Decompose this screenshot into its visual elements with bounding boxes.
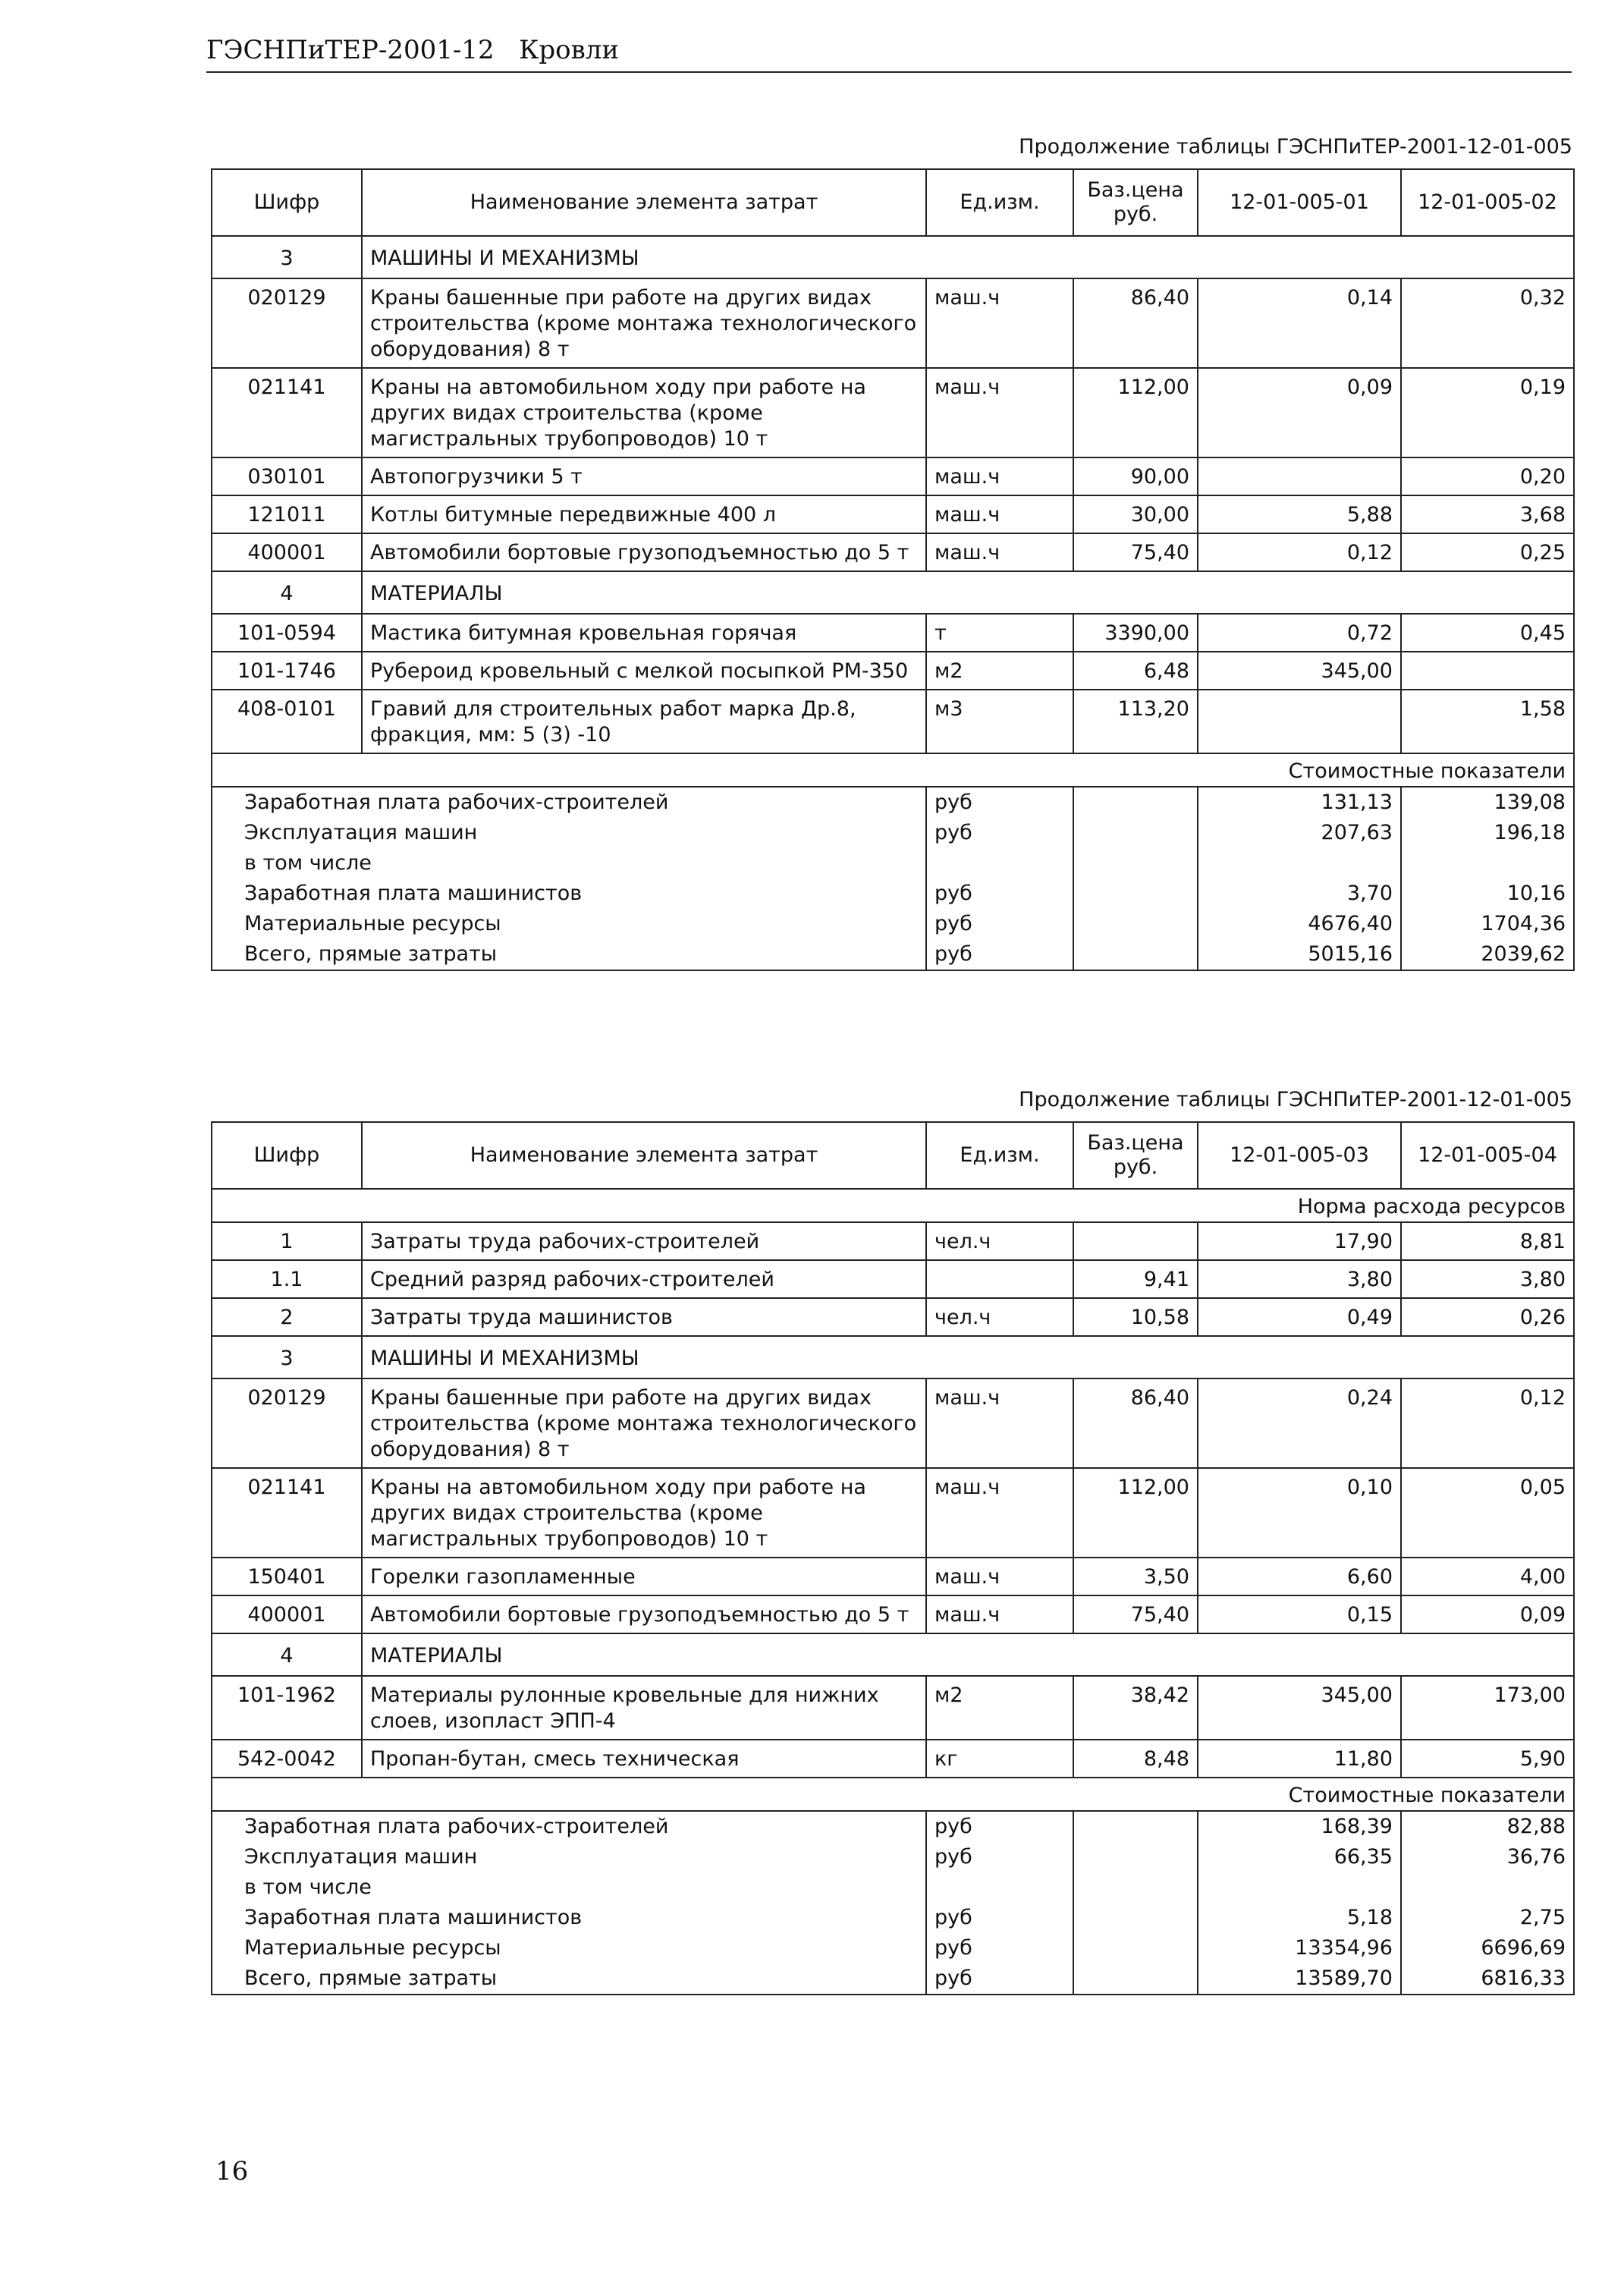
section-title: МАШИНЫ И МЕХАНИЗМЫ — [362, 1336, 1574, 1378]
cost-value-2: 36,76 — [1401, 1842, 1574, 1872]
section-row — [212, 1336, 1574, 1378]
row-name: Автомобили бортовые грузоподъемностью до 5 т — [362, 1595, 926, 1633]
row-code: 101-1962 — [212, 1676, 362, 1740]
row-name: Автомобили бортовые грузоподъемностью до 5 т — [362, 533, 926, 571]
row-value-2: 0,12 — [1401, 1378, 1574, 1468]
cost-value-1: 131,13 — [1198, 787, 1401, 818]
section-number: 4 — [212, 1633, 362, 1676]
section-number: 3 — [212, 1336, 362, 1378]
row-unit: чел.ч — [926, 1298, 1073, 1336]
row-unit: чел.ч — [926, 1222, 1073, 1260]
row-price: 90,00 — [1073, 457, 1198, 495]
row-name: Краны на автомобильном ходу при работе на других видах строительства (кроме магистральных трубопроводов) 10 т — [362, 1468, 926, 1558]
cost-unit: руб — [926, 787, 1073, 818]
cost-value-1: 66,35 — [1198, 1842, 1401, 1872]
cost-price-empty — [1073, 1963, 1198, 1995]
col-price: Баз.цена руб. — [1073, 1122, 1198, 1189]
cost-label: Эксплуатация машин — [212, 818, 926, 848]
row-unit: кг — [926, 1740, 1073, 1778]
row-value-2: 0,20 — [1401, 457, 1574, 495]
norm-title: Норма расхода ресурсов — [212, 1189, 1574, 1222]
cost-value-2 — [1401, 1872, 1574, 1903]
cost-value-2: 2039,62 — [1401, 939, 1574, 970]
row-name: Горелки газопламенные — [362, 1558, 926, 1595]
row-name: Пропан-бутан, смесь техническая — [362, 1740, 926, 1778]
row-value-1: 6,60 — [1198, 1558, 1401, 1595]
row-name: Котлы битумные передвижные 400 л — [362, 495, 926, 533]
norm-title-row — [212, 1189, 1574, 1222]
row-price: 9,41 — [1073, 1260, 1198, 1298]
cost-value-2: 196,18 — [1401, 818, 1574, 848]
cost-price-empty — [1073, 1903, 1198, 1933]
cost-title: Стоимостные показатели — [212, 753, 1574, 787]
row-price: 75,40 — [1073, 533, 1198, 571]
cost-row — [212, 1963, 1574, 1995]
cost-unit: руб — [926, 939, 1073, 970]
cost-value-1: 4676,40 — [1198, 909, 1401, 939]
table-row — [212, 368, 1574, 457]
cost-price-empty — [1073, 1933, 1198, 1963]
cost-price-empty — [1073, 787, 1198, 818]
section-row — [212, 236, 1574, 278]
section-row — [212, 1633, 1574, 1676]
row-value-2: 0,26 — [1401, 1298, 1574, 1336]
col-norm-1: 12-01-005-03 — [1198, 1122, 1401, 1189]
row-value-1: 0,10 — [1198, 1468, 1401, 1558]
cost-price-empty — [1073, 879, 1198, 909]
cost-value-1 — [1198, 1872, 1401, 1903]
row-name: Затраты труда машинистов — [362, 1298, 926, 1336]
row-value-1: 0,14 — [1198, 278, 1401, 368]
row-value-2: 0,45 — [1401, 614, 1574, 652]
row-code: 021141 — [212, 1468, 362, 1558]
row-name: Рубероид кровельный с мелкой посыпкой РМ-350 — [362, 652, 926, 690]
cost-label: Заработная плата машинистов — [212, 879, 926, 909]
row-code: 121011 — [212, 495, 362, 533]
cost-unit: руб — [926, 818, 1073, 848]
row-value-2: 5,90 — [1401, 1740, 1574, 1778]
row-price: 8,48 — [1073, 1740, 1198, 1778]
row-price: 75,40 — [1073, 1595, 1198, 1633]
cost-value-1: 5,18 — [1198, 1903, 1401, 1933]
table-row — [212, 1740, 1574, 1778]
section-title: МАШИНЫ И МЕХАНИЗМЫ — [362, 236, 1574, 278]
cost-unit: руб — [926, 1811, 1073, 1842]
row-value-2: 173,00 — [1401, 1676, 1574, 1740]
row-name: Средний разряд рабочих-строителей — [362, 1260, 926, 1298]
cost-label: Материальные ресурсы — [212, 909, 926, 939]
col-code: Шифр — [212, 169, 362, 236]
cost-value-2: 1704,36 — [1401, 909, 1574, 939]
table-row — [212, 278, 1574, 368]
table-row — [212, 690, 1574, 753]
cost-price-empty — [1073, 939, 1198, 970]
row-value-2: 0,19 — [1401, 368, 1574, 457]
row-name: Гравий для строительных работ марка Др.8, фракция, мм: 5 (3) -10 — [362, 690, 926, 753]
row-name: Мастика битумная кровельная горячая — [362, 614, 926, 652]
row-code: 1 — [212, 1222, 362, 1260]
row-code: 101-1746 — [212, 652, 362, 690]
cost-row — [212, 818, 1574, 848]
section-number: 3 — [212, 236, 362, 278]
table-row — [212, 1468, 1574, 1558]
row-price: 3390,00 — [1073, 614, 1198, 652]
row-value-1: 11,80 — [1198, 1740, 1401, 1778]
row-value-1: 3,80 — [1198, 1260, 1401, 1298]
row-price: 3,50 — [1073, 1558, 1198, 1595]
cost-label: Заработная плата рабочих-строителей — [212, 787, 926, 818]
cost-unit — [926, 1872, 1073, 1903]
cost-unit — [926, 848, 1073, 879]
cost-price-empty — [1073, 848, 1198, 879]
section-title: МАТЕРИАЛЫ — [362, 1633, 1574, 1676]
cost-row — [212, 1933, 1574, 1963]
row-value-2: 3,80 — [1401, 1260, 1574, 1298]
row-price — [1073, 1222, 1198, 1260]
row-code: 020129 — [212, 1378, 362, 1468]
cost-label: Всего, прямые затраты — [212, 1963, 926, 1995]
page-header — [206, 35, 1572, 73]
section-row — [212, 571, 1574, 614]
row-unit: т — [926, 614, 1073, 652]
row-code: 2 — [212, 1298, 362, 1336]
cost-value-1: 207,63 — [1198, 818, 1401, 848]
row-value-2: 0,25 — [1401, 533, 1574, 571]
cost-price-empty — [1073, 818, 1198, 848]
row-code: 542-0042 — [212, 1740, 362, 1778]
table-row — [212, 1558, 1574, 1595]
cost-value-1: 168,39 — [1198, 1811, 1401, 1842]
table-row — [212, 1298, 1574, 1336]
section-title: МАТЕРИАЛЫ — [362, 571, 1574, 614]
cost-value-1 — [1198, 848, 1401, 879]
cost-value-2: 2,75 — [1401, 1903, 1574, 1933]
col-norm-2: 12-01-005-02 — [1401, 169, 1574, 236]
row-unit: м2 — [926, 1676, 1073, 1740]
row-unit: маш.ч — [926, 1378, 1073, 1468]
row-name: Краны башенные при работе на других видах строительства (кроме монтажа технологического оборудования) 8 т — [362, 1378, 926, 1468]
cost-row — [212, 1872, 1574, 1903]
cost-row — [212, 1811, 1574, 1842]
cost-unit: руб — [926, 1963, 1073, 1995]
cost-price-empty — [1073, 1811, 1198, 1842]
cost-unit: руб — [926, 1842, 1073, 1872]
col-name: Наименование элемента затрат — [362, 1122, 926, 1189]
row-value-2: 8,81 — [1401, 1222, 1574, 1260]
row-unit: маш.ч — [926, 533, 1073, 571]
row-unit: м2 — [926, 652, 1073, 690]
row-code: 408-0101 — [212, 690, 362, 753]
cost-value-2: 10,16 — [1401, 879, 1574, 909]
cost-price-empty — [1073, 909, 1198, 939]
table-row — [212, 457, 1574, 495]
row-unit: маш.ч — [926, 495, 1073, 533]
row-unit: маш.ч — [926, 1595, 1073, 1633]
row-value-1: 0,15 — [1198, 1595, 1401, 1633]
cost-unit: руб — [926, 1933, 1073, 1963]
cost-row — [212, 879, 1574, 909]
row-price: 6,48 — [1073, 652, 1198, 690]
cost-label: в том числе — [212, 1872, 926, 1903]
row-price: 10,58 — [1073, 1298, 1198, 1336]
cost-row — [212, 787, 1574, 818]
row-code: 101-0594 — [212, 614, 362, 652]
row-name: Материалы рулонные кровельные для нижних слоев, изопласт ЭПП-4 — [362, 1676, 926, 1740]
row-value-1: 17,90 — [1198, 1222, 1401, 1260]
row-value-1: 0,72 — [1198, 614, 1401, 652]
col-price: Баз.цена руб. — [1073, 169, 1198, 236]
cost-unit: руб — [926, 879, 1073, 909]
row-value-1 — [1198, 690, 1401, 753]
cost-unit: руб — [926, 1903, 1073, 1933]
table-row — [212, 1222, 1574, 1260]
cost-row — [212, 1903, 1574, 1933]
cost-value-1: 13589,70 — [1198, 1963, 1401, 1995]
row-value-1: 0,09 — [1198, 368, 1401, 457]
row-code: 150401 — [212, 1558, 362, 1595]
col-norm-1: 12-01-005-01 — [1198, 169, 1401, 236]
row-value-1: 0,12 — [1198, 533, 1401, 571]
section-number: 4 — [212, 571, 362, 614]
row-code: 020129 — [212, 278, 362, 368]
row-price: 112,00 — [1073, 368, 1198, 457]
row-name: Краны башенные при работе на других видах строительства (кроме монтажа технологического оборудования) 8 т — [362, 278, 926, 368]
cost-label: Эксплуатация машин — [212, 1842, 926, 1872]
table-row — [212, 1676, 1574, 1740]
row-unit: маш.ч — [926, 1468, 1073, 1558]
cost-label: Материальные ресурсы — [212, 1933, 926, 1963]
cost-label: Заработная плата рабочих-строителей — [212, 1811, 926, 1842]
row-value-2: 4,00 — [1401, 1558, 1574, 1595]
row-value-2: 0,32 — [1401, 278, 1574, 368]
estimate-table — [211, 1121, 1575, 1995]
row-name: Затраты труда рабочих-строителей — [362, 1222, 926, 1260]
cost-row — [212, 1842, 1574, 1872]
table-header-row — [212, 169, 1574, 236]
col-name: Наименование элемента затрат — [362, 169, 926, 236]
cost-title-row — [212, 1778, 1574, 1811]
header-title: Кровли — [519, 35, 620, 65]
row-value-1: 0,49 — [1198, 1298, 1401, 1336]
cost-value-2 — [1401, 848, 1574, 879]
cost-value-1: 3,70 — [1198, 879, 1401, 909]
row-value-1: 345,00 — [1198, 652, 1401, 690]
table-row — [212, 614, 1574, 652]
cost-label: Заработная плата машинистов — [212, 1903, 926, 1933]
row-value-1: 0,24 — [1198, 1378, 1401, 1468]
estimate-table — [211, 168, 1575, 971]
table-row — [212, 533, 1574, 571]
row-value-2: 0,05 — [1401, 1468, 1574, 1558]
row-unit: маш.ч — [926, 1558, 1073, 1595]
col-code: Шифр — [212, 1122, 362, 1189]
cost-row — [212, 939, 1574, 970]
row-unit: м3 — [926, 690, 1073, 753]
cost-label: в том числе — [212, 848, 926, 879]
row-value-1: 5,88 — [1198, 495, 1401, 533]
table-header-row — [212, 1122, 1574, 1189]
cost-price-empty — [1073, 1842, 1198, 1872]
row-price: 112,00 — [1073, 1468, 1198, 1558]
table-row — [212, 1595, 1574, 1633]
cost-value-1: 5015,16 — [1198, 939, 1401, 970]
row-code: 1.1 — [212, 1260, 362, 1298]
table-caption: Продолжение таблицы ГЭСНПиТЕР-2001-12-01-005 — [1019, 1088, 1572, 1111]
row-unit: маш.ч — [926, 457, 1073, 495]
row-value-1 — [1198, 457, 1401, 495]
row-price: 30,00 — [1073, 495, 1198, 533]
row-code: 021141 — [212, 368, 362, 457]
cost-value-1: 13354,96 — [1198, 1933, 1401, 1963]
table-row — [212, 1378, 1574, 1468]
col-unit: Ед.изм. — [926, 169, 1073, 236]
col-norm-2: 12-01-005-04 — [1401, 1122, 1574, 1189]
row-value-2: 1,58 — [1401, 690, 1574, 753]
cost-value-2: 139,08 — [1401, 787, 1574, 818]
cost-value-2: 6816,33 — [1401, 1963, 1574, 1995]
row-unit: маш.ч — [926, 368, 1073, 457]
row-code: 400001 — [212, 1595, 362, 1633]
row-value-1: 345,00 — [1198, 1676, 1401, 1740]
table-row — [212, 1260, 1574, 1298]
row-value-2: 0,09 — [1401, 1595, 1574, 1633]
row-unit: маш.ч — [926, 278, 1073, 368]
cost-row — [212, 848, 1574, 879]
cost-price-empty — [1073, 1872, 1198, 1903]
row-price: 86,40 — [1073, 278, 1198, 368]
cost-row — [212, 909, 1574, 939]
header-code: ГЭСНПиТЕР-2001-12 — [206, 35, 495, 65]
row-value-2: 3,68 — [1401, 495, 1574, 533]
row-price: 113,20 — [1073, 690, 1198, 753]
row-name: Автопогрузчики 5 т — [362, 457, 926, 495]
table-caption: Продолжение таблицы ГЭСНПиТЕР-2001-12-01-005 — [1019, 135, 1572, 159]
cost-title: Стоимостные показатели — [212, 1778, 1574, 1811]
col-unit: Ед.изм. — [926, 1122, 1073, 1189]
row-code: 030101 — [212, 457, 362, 495]
table-row — [212, 652, 1574, 690]
table-row — [212, 495, 1574, 533]
cost-unit: руб — [926, 909, 1073, 939]
row-name: Краны на автомобильном ходу при работе на других видах строительства (кроме магистральных трубопроводов) 10 т — [362, 368, 926, 457]
cost-value-2: 6696,69 — [1401, 1933, 1574, 1963]
row-unit — [926, 1260, 1073, 1298]
cost-value-2: 82,88 — [1401, 1811, 1574, 1842]
cost-title-row — [212, 753, 1574, 787]
row-value-2 — [1401, 652, 1574, 690]
row-code: 400001 — [212, 533, 362, 571]
row-price: 86,40 — [1073, 1378, 1198, 1468]
page-number: 16 — [215, 2156, 249, 2186]
row-price: 38,42 — [1073, 1676, 1198, 1740]
cost-label: Всего, прямые затраты — [212, 939, 926, 970]
